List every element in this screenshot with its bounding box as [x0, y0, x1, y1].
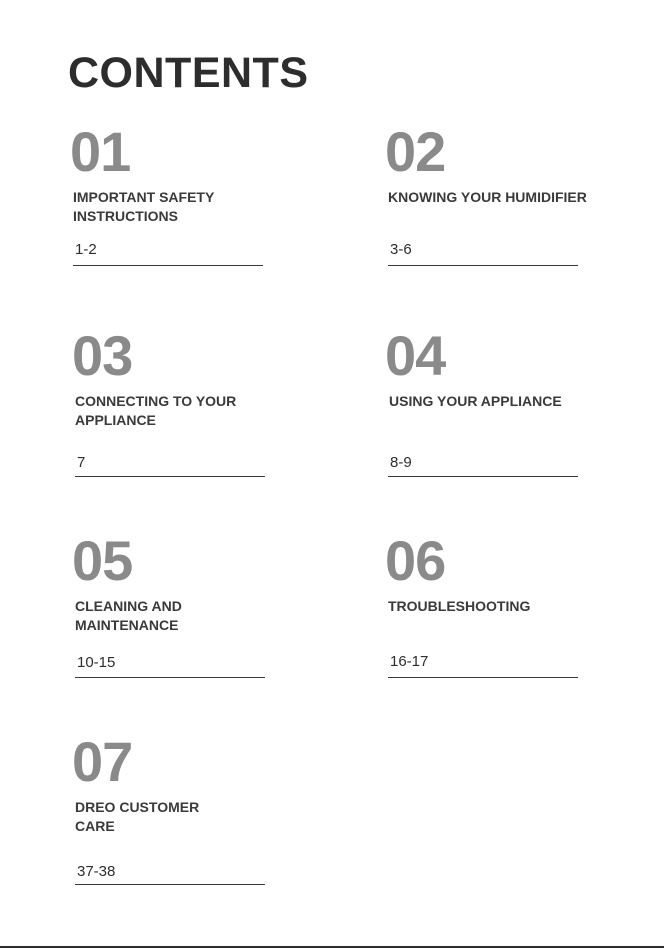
toc-entry-knowing[interactable] [385, 120, 588, 258]
page-range: 8-9 [390, 454, 412, 471]
section-number: 07 [72, 730, 133, 793]
underline-rule [75, 884, 265, 885]
underline-rule [388, 677, 578, 678]
toc-entry-using[interactable] [385, 324, 588, 471]
section-number: 04 [385, 324, 446, 387]
page-range: 37-38 [77, 863, 116, 880]
underline-rule [75, 677, 265, 678]
toc-entry-safety[interactable] [70, 120, 273, 258]
page-range: 1-2 [75, 241, 97, 258]
section-heading: KNOWING YOUR HUMIDIFIER [388, 189, 587, 205]
page-range: 16-17 [390, 653, 429, 670]
section-heading: CONNECTING TO YOUR APPLIANCE [75, 393, 237, 428]
section-number: 03 [72, 324, 133, 387]
section-heading: DREO CUSTOMER CARE [75, 799, 200, 834]
underline-rule [75, 476, 265, 477]
toc-entry-customer-care[interactable] [72, 730, 275, 880]
section-number: 02 [385, 120, 446, 183]
toc-entry-cleaning[interactable] [72, 529, 275, 671]
section-heading: USING YOUR APPLIANCE [389, 393, 562, 409]
section-heading: IMPORTANT SAFETY INSTRUCTIONS [73, 189, 215, 224]
page-title: CONTENTS [68, 49, 309, 97]
section-heading: TROUBLESHOOTING [388, 598, 531, 614]
underline-rule [388, 476, 578, 477]
page-range: 10-15 [77, 654, 116, 671]
underline-rule [388, 265, 578, 266]
section-number: 05 [72, 529, 133, 592]
page-range: 3-6 [390, 241, 412, 258]
page-range: 7 [77, 454, 86, 471]
section-number: 06 [385, 529, 446, 592]
section-heading: CLEANING AND MAINTENANCE [75, 598, 182, 633]
toc-entry-troubleshooting[interactable] [385, 529, 588, 670]
underline-rule [73, 265, 263, 266]
section-number: 01 [70, 120, 131, 183]
toc-entry-connecting[interactable] [72, 324, 275, 471]
